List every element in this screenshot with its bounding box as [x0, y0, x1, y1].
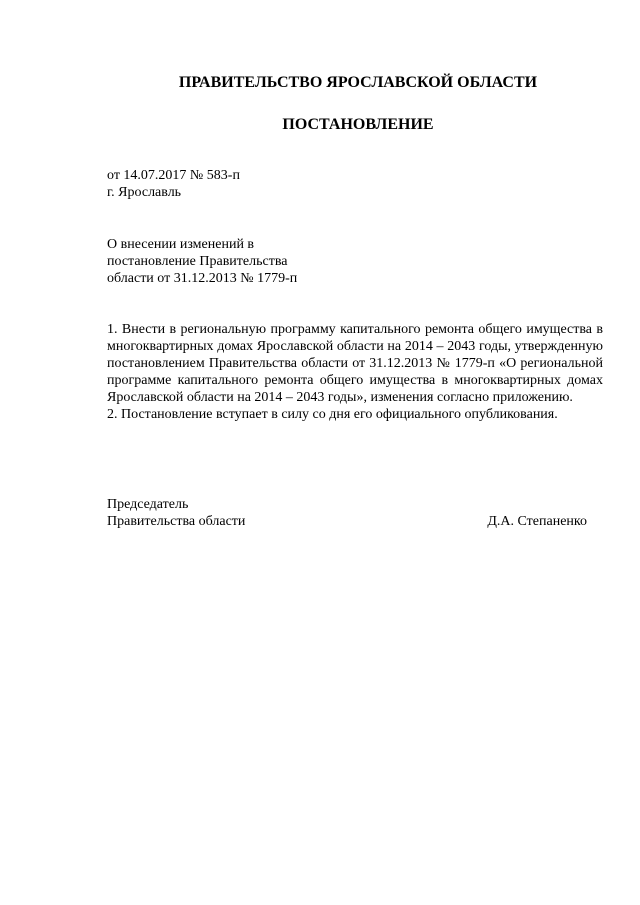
signature-row-1: [107, 496, 587, 513]
signatory-name: Д.А. Степаненко: [487, 514, 587, 529]
organization-title: ПРАВИТЕЛЬСТВО ЯРОСЛАВСКОЙ ОБЛАСТИ: [178, 74, 538, 91]
subject-line-1: О внесении изменений в: [107, 237, 255, 252]
document-subject: [107, 236, 297, 287]
signature-block: [107, 496, 587, 530]
signatory-position-line-1: Председатель: [107, 497, 189, 512]
subject-line-2: постановление Правительства: [107, 254, 288, 269]
body-paragraph-1: 1. Внести в региональную программу капитального ремонта общего имущества в многоквартирных домах Ярославской области на 2014 – 2043 годы, утвержденную постановлением Правительства области от 31.12.2013 № 1779-п «О региональной программе капитального ремонта общего имущества в многоквартирных домах Ярославской области на 2014 – 2043 годы», изменения согласно приложению.: [107, 322, 603, 405]
document-type-title: ПОСТАНОВЛЕНИЕ: [282, 116, 434, 133]
city-line: г. Ярославль: [107, 185, 182, 200]
document-body: [107, 321, 603, 423]
body-paragraph-2: 2. Постановление вступает в силу со дня его официального опубликования.: [107, 407, 558, 422]
signature-row-2: [107, 513, 587, 530]
subject-line-3: области от 31.12.2013 № 1779-п: [107, 271, 298, 286]
signatory-position-line-2: Правительства области: [107, 514, 246, 529]
date-number-line: от 14.07.2017 № 583-п: [107, 168, 240, 183]
document-meta: [107, 167, 240, 201]
